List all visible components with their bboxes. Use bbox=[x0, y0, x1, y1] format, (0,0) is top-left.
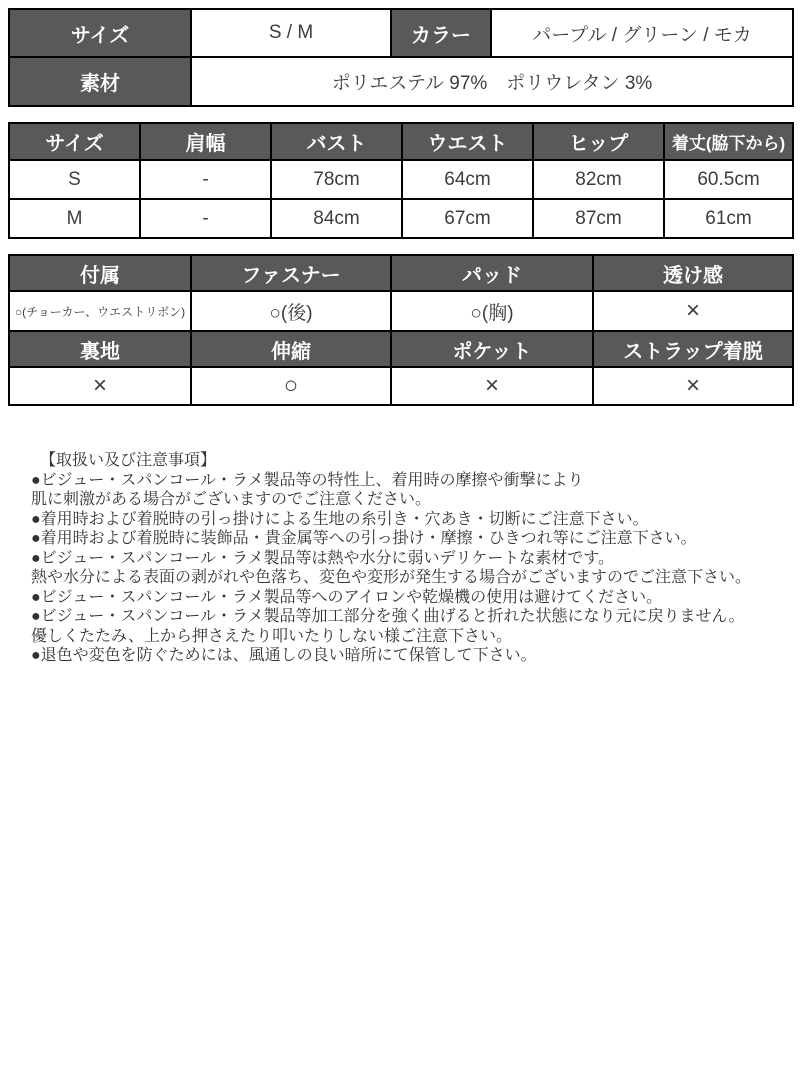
size-label-cell: サイズ bbox=[9, 9, 191, 57]
cell-m-waist: 67cm bbox=[402, 199, 533, 238]
measurements-header-length: 着丈(脇下から) bbox=[664, 123, 793, 160]
measurements-header-waist: ウエスト bbox=[402, 123, 533, 160]
note-line: ●退色や変色を防ぐためには、風通しの良い暗所にて保管して下さい。 bbox=[31, 647, 537, 664]
cell-s-length: 60.5cm bbox=[664, 160, 793, 199]
measurements-header-hip: ヒップ bbox=[533, 123, 664, 160]
cell-s-size: S bbox=[9, 160, 140, 199]
features-header-sheerness: 透け感 bbox=[593, 255, 793, 291]
spec-table bbox=[8, 8, 794, 107]
cell-s-shoulder: - bbox=[140, 160, 271, 199]
color-value-cell: パープル / グリーン / モカ bbox=[491, 9, 793, 57]
cell-s-hip: 82cm bbox=[533, 160, 664, 199]
features-header-lining: 裏地 bbox=[9, 331, 191, 367]
measurements-header-bust: バスト bbox=[271, 123, 402, 160]
measurements-table bbox=[8, 122, 794, 239]
note-line: 優しくたたみ、上から押さえたり叩いたりしない様ご注意下さい。 bbox=[31, 627, 512, 645]
material-label-cell: 素材 bbox=[9, 57, 191, 106]
cell-fastener: ○(後) bbox=[191, 291, 391, 331]
cell-stretch: ○ bbox=[191, 367, 391, 405]
cell-m-bust: 84cm bbox=[271, 199, 402, 238]
note-line: ●ビジュー・スパンコール・ラメ製品等へのアイロンや乾燥機の使用は避けてください。 bbox=[31, 588, 663, 606]
cell-m-hip: 87cm bbox=[533, 199, 664, 238]
cell-pad: ○(胸) bbox=[391, 291, 593, 331]
measurements-header-size: サイズ bbox=[9, 123, 140, 160]
features-header-stretch: 伸縮 bbox=[191, 331, 391, 367]
table-row bbox=[9, 199, 793, 238]
features-header-fastener: ファスナー bbox=[191, 255, 391, 291]
table-row bbox=[9, 160, 793, 199]
cell-s-waist: 64cm bbox=[402, 160, 533, 199]
cell-m-size: M bbox=[9, 199, 140, 238]
cell-m-shoulder: - bbox=[140, 199, 271, 238]
features-header-accessories: 付属 bbox=[9, 255, 191, 291]
note-line: 肌に刺激がある場合がございますのでご注意ください。 bbox=[31, 491, 432, 508]
cell-m-length: 61cm bbox=[664, 199, 793, 238]
features-header-strap: ストラップ着脱 bbox=[593, 331, 793, 367]
size-value-cell: S / M bbox=[191, 9, 391, 57]
note-line: ●着用時および着脱時に装飾品・貴金属等への引っ掛け・摩擦・ひきつれ等にご注意下さい。 bbox=[31, 530, 697, 547]
cell-pocket: × bbox=[391, 367, 593, 405]
cell-lining: × bbox=[9, 367, 191, 405]
cell-strap: × bbox=[593, 367, 793, 405]
cell-sheerness: × bbox=[593, 291, 793, 331]
table-row bbox=[9, 291, 793, 331]
material-value-cell: ポリエステル 97% ポリウレタン 3% bbox=[191, 57, 793, 106]
note-line: ●ビジュー・スパンコール・ラメ製品等の特性上、着用時の摩擦や衝撃により bbox=[31, 471, 584, 489]
care-notes-section bbox=[0, 451, 800, 666]
note-line: ●着用時および着脱時の引っ掛けによる生地の糸引き・穴あき・切断にご注意下さい。 bbox=[31, 510, 649, 528]
features-header-pad: パッド bbox=[391, 255, 593, 291]
measurements-header-shoulder: 肩幅 bbox=[140, 123, 271, 160]
features-header-pocket: ポケット bbox=[391, 331, 593, 367]
note-line: 熱や水分による表面の剥がれや色落ち、変色や変形が発生する場合がございますのでご注意下さい。 bbox=[31, 569, 752, 586]
cell-accessories: ○(チョーカー、ウエストリボン) bbox=[9, 291, 191, 331]
note-line: ●ビジュー・スパンコール・ラメ製品等加工部分を強く曲げると折れた状態になり元に戻りません。 bbox=[31, 608, 745, 625]
care-notes-title: 【取扱い及び注意事項】 bbox=[40, 452, 217, 469]
note-line: ●ビジュー・スパンコール・ラメ製品等は熱や水分に弱いデリケートな素材です。 bbox=[31, 549, 614, 567]
color-label-cell: カラー bbox=[391, 9, 491, 57]
table-row bbox=[9, 367, 793, 405]
features-table bbox=[8, 254, 794, 406]
cell-s-bust: 78cm bbox=[271, 160, 402, 199]
